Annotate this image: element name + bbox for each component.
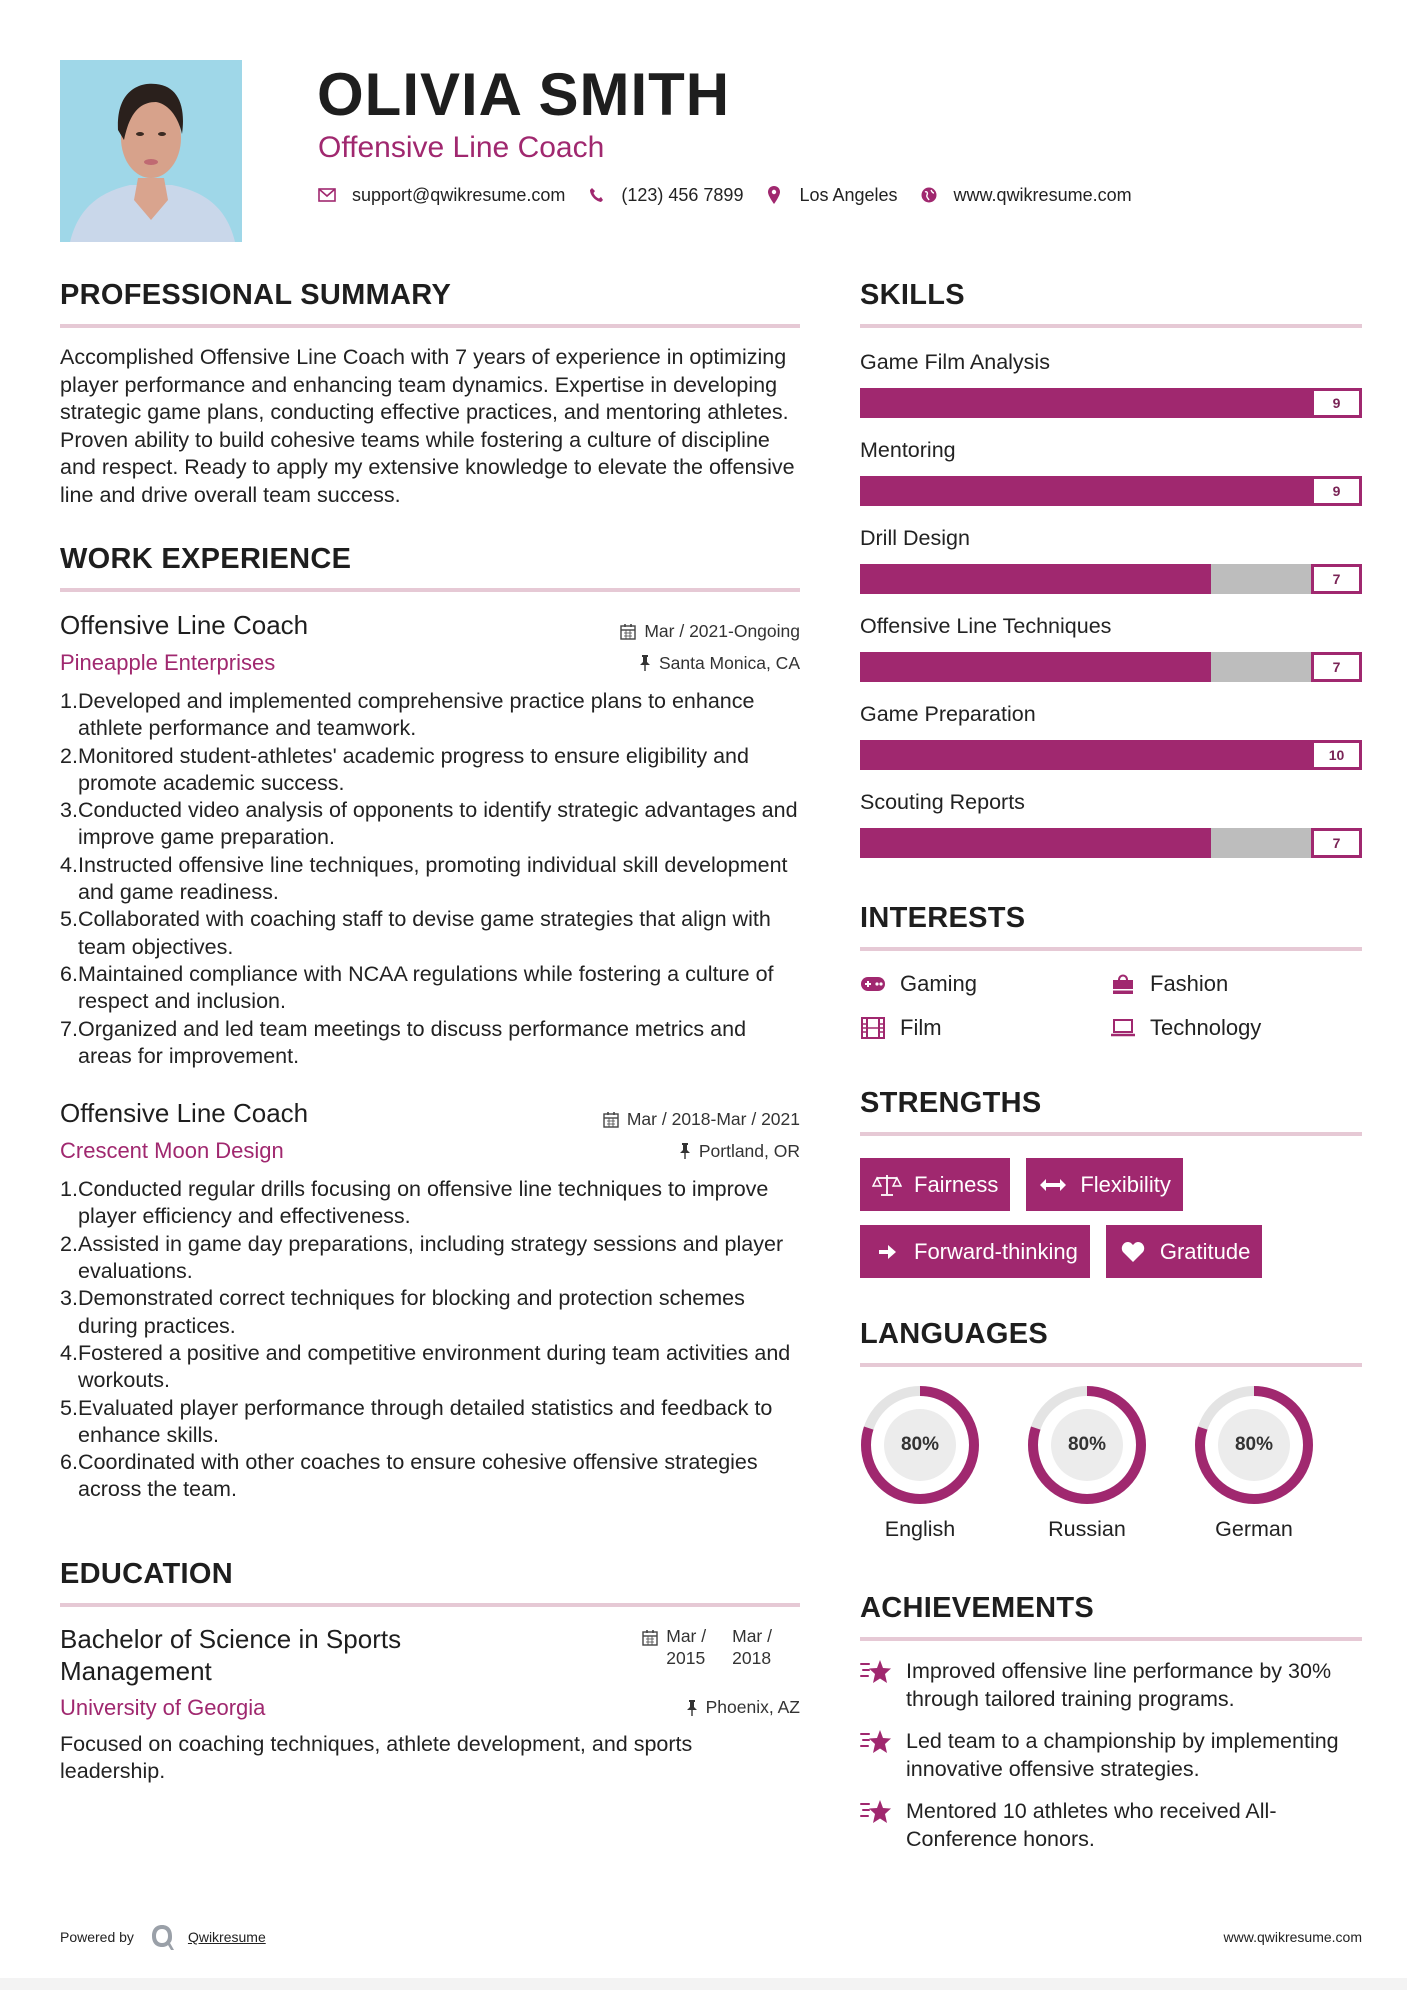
contact-email-text: support@qwikresume.com [352,184,566,205]
interests-section [860,898,1362,1041]
contact-email[interactable] [318,185,565,206]
summary-heading: PROFESSIONAL SUMMARY [60,279,452,311]
job-entry [60,608,800,1070]
duty-item: 5.Collaborated with coaching staff to devise game strategies that align with team objectives. [60,907,771,959]
skill-score: 7 [1311,828,1362,858]
envelope-icon [318,186,336,204]
strength-badge: Fairness [860,1158,1010,1211]
candidate-title: Offensive Line Coach [318,131,605,164]
company-name: Crescent Moon Design [60,1138,284,1164]
section-divider [60,588,800,592]
right-column [860,275,1362,1867]
skill-item [860,612,1362,682]
language-progress-ring [860,1385,980,1505]
skill-label: Game Film Analysis [860,350,1050,374]
balance-scale-icon [872,1173,902,1197]
languages-section [860,1314,1362,1542]
skill-bar-fill [860,476,1312,506]
company-name: Pineapple Enterprises [60,650,276,675]
achievement-text: Improved offensive line performance by 30% through tailored training programs. [906,1659,1332,1711]
languages-heading: LANGUAGES [860,1318,1048,1350]
map-marker-icon [765,186,783,204]
strengths-heading: STRENGTHS [860,1087,1042,1119]
left-column [60,275,800,1786]
shooting-star-icon [860,1728,892,1756]
job-title: Offensive Line Coach [60,610,309,640]
experience-section [60,539,800,1504]
skill-score: 7 [1311,652,1362,682]
education-section [60,1554,800,1786]
shooting-star-icon [860,1798,892,1826]
language-name: English [884,1517,956,1541]
job-title: Offensive Line Coach [60,1098,309,1129]
job-duties [60,688,800,1070]
skill-score: 9 [1311,388,1362,418]
skills-heading: SKILLS [860,279,965,311]
skill-label: Mentoring [860,438,956,462]
job-location-text: Portland, OR [698,1140,800,1161]
duty-item: 6.Coordinated with other coaches to ensure cohesive offensive strategies across the team. [60,1450,758,1502]
achievements-list [860,1657,1362,1853]
page-bottom-strip [0,1978,1407,1990]
contact-location-text: Los Angeles [799,184,898,205]
summary-section [60,275,800,509]
job-entry [60,1096,800,1504]
footer [60,1923,1362,1951]
language-percent: 80% [1234,1434,1274,1455]
achievement-text: Mentored 10 athletes who received All-Conference honors. [906,1799,1277,1851]
skill-bar-fill [860,740,1362,770]
job-dates [603,1109,800,1130]
language-name: Russian [1048,1517,1126,1541]
school-location [686,1697,800,1718]
contact-phone-text: (123) 456 7899 [621,184,744,205]
skill-bar [860,388,1362,418]
duty-item: 7.Organized and led team meetings to discuss performance metrics and areas for improvement. [60,1016,747,1068]
education-start: Mar / 2015 [666,1625,707,1668]
section-divider [860,1363,1362,1367]
skill-bar-fill [860,564,1211,594]
school-name: University of Georgia [60,1694,266,1720]
interest-item: Technology [1110,1015,1360,1041]
shopping-bag-icon [1110,973,1136,995]
strength-badge: Flexibility [1026,1158,1182,1211]
contact-bar [318,180,1154,210]
school-location-text: Phoenix, AZ [705,1697,800,1718]
achievement-item [860,1727,1362,1783]
language-percent: 80% [900,1434,940,1455]
job-location [639,653,800,674]
education-description: Focused on coaching techniques, athlete development, and sports leadership. [60,1731,693,1784]
skill-label: Offensive Line Techniques [860,614,1112,638]
education-end: Mar / 2018 [732,1625,772,1668]
skill-bar-fill [860,828,1211,858]
pushpin-icon [679,1143,691,1159]
skill-bar-fill [860,388,1312,418]
contact-phone[interactable] [587,185,743,206]
achievements-section [860,1588,1362,1853]
skill-bar [860,828,1362,858]
shooting-star-icon [860,1658,892,1686]
duty-item: 4.Instructed offensive line techniques, promoting individual skill development and game readiness. [60,852,788,905]
duty-item: 1.Developed and implemented comprehensive practice plans to enhance athlete performance and teamwork. [60,689,755,741]
duty-item: 3.Conducted video analysis of opponents to identify strategic advantages and improve game preparation. [60,798,798,850]
section-divider [860,1132,1362,1136]
interest-item: Fashion [1110,971,1360,997]
contact-website[interactable] [920,185,1132,206]
language-item [860,1385,1027,1542]
profile-photo [60,60,242,242]
skill-item [860,700,1362,770]
achievement-text: Led team to a championship by implementing innovative offensive strategies. [906,1729,1339,1781]
language-progress-ring [1027,1385,1147,1505]
education-dates [642,1625,800,1669]
skill-item [860,788,1362,858]
skill-item [860,524,1362,594]
duty-item: 2.Monitored student-athletes' academic progress to ensure eligibility and promote academic success. [60,743,749,795]
powered-by-label: Powered by [60,1929,134,1945]
job-dates-text: Mar / 2021-Ongoing [644,621,800,641]
contact-location [765,185,897,206]
achievement-item [860,1797,1362,1853]
languages-list [860,1385,1362,1542]
achievements-heading: ACHIEVEMENTS [860,1592,1095,1624]
section-divider [60,324,800,328]
duty-item: 3.Demonstrated correct techniques for blocking and protection schemes during practices. [60,1286,745,1338]
strengths-section [860,1083,1362,1278]
duty-item: 5.Evaluated player performance through detailed statistics and feedback to enhance skills. [60,1395,773,1447]
strength-badge: Gratitude [1106,1225,1263,1278]
portrait-image [60,60,242,242]
interests-heading: INTERESTS [860,902,1026,934]
language-progress-ring [1194,1385,1314,1505]
arrow-right-icon [872,1242,902,1262]
language-item [1194,1385,1361,1542]
phone-icon [587,186,605,204]
duty-item: 6.Maintained compliance with NCAA regulations while fostering a culture of respect and inclusion. [60,961,774,1014]
job-location [679,1141,800,1162]
footer-website[interactable]: www.qwikresume.com [1223,1929,1362,1945]
interest-item: Film [860,1015,1110,1041]
skill-score: 9 [1311,476,1362,506]
pushpin-icon [686,1700,698,1716]
skill-bar [860,564,1362,594]
calendar-icon [620,623,636,640]
section-divider [860,324,1362,328]
skill-score: 7 [1311,564,1362,594]
section-divider [860,947,1362,951]
experience-heading: WORK EXPERIENCE [60,543,352,575]
calendar-icon [642,1629,658,1669]
interests-grid [860,971,1362,1041]
summary-text: Accomplished Offensive Line Coach with 7 years of experience in optimizing player performance and enhancing team dynamics. Expertise in developing strategic game plans, conducting effective practices, and mentoring athletes. Proven ability to build cohesive teams while fostering a culture of discipline and respect. Ready to apply my extensive knowledge to elevate the offensive line and drive overall team success. [60,345,795,507]
section-divider [60,1603,800,1607]
skill-score: 10 [1311,740,1362,770]
section-divider [860,1637,1362,1641]
skill-bar-fill [860,652,1211,682]
contact-website-text: www.qwikresume.com [953,184,1132,205]
language-name: German [1215,1517,1293,1541]
duty-item: 4.Fostered a positive and competitive environment during team activities and workouts. [60,1340,791,1393]
qwikresume-link[interactable]: Qwikresume [187,1929,266,1945]
globe-icon [920,186,938,204]
pushpin-icon [639,655,651,671]
skill-label: Game Preparation [860,702,1036,726]
language-percent: 80% [1067,1434,1107,1455]
degree-title: Bachelor of Science in Sports Management [60,1623,402,1686]
gamepad-icon [860,973,886,995]
resume-header [60,60,1360,242]
skill-item [860,348,1362,418]
job-duties [60,1176,800,1504]
duty-item: 2.Assisted in game day preparations, including strategy sessions and player evaluations. [60,1231,784,1284]
skill-item [860,436,1362,506]
skills-section [860,275,1362,858]
heart-icon [1118,1241,1148,1263]
calendar-icon [603,1111,619,1128]
skill-label: Drill Design [860,526,970,550]
strength-badge: Forward-thinking [860,1225,1090,1278]
job-location-text: Santa Monica, CA [658,652,800,673]
skill-bar [860,652,1362,682]
skill-bar [860,740,1362,770]
arrows-horizontal-icon [1038,1179,1068,1191]
language-item [1027,1385,1194,1542]
duty-item: 1.Conducted regular drills focusing on offensive line techniques to improve player efficiency and effectiveness. [60,1177,769,1229]
skill-label: Scouting Reports [860,790,1025,814]
candidate-name: OLIVIA SMITH [317,61,731,128]
interest-item: Gaming [860,971,1110,997]
film-icon [860,1017,886,1039]
qwikresume-logo-icon [150,1923,174,1951]
achievement-item [860,1657,1362,1713]
job-dates [620,621,800,642]
skills-list [860,348,1362,858]
job-dates-text: Mar / 2018-Mar / 2021 [626,1109,800,1130]
skill-bar [860,476,1362,506]
laptop-icon [1110,1017,1136,1039]
education-heading: EDUCATION [60,1557,233,1590]
strengths-list [860,1158,1362,1278]
